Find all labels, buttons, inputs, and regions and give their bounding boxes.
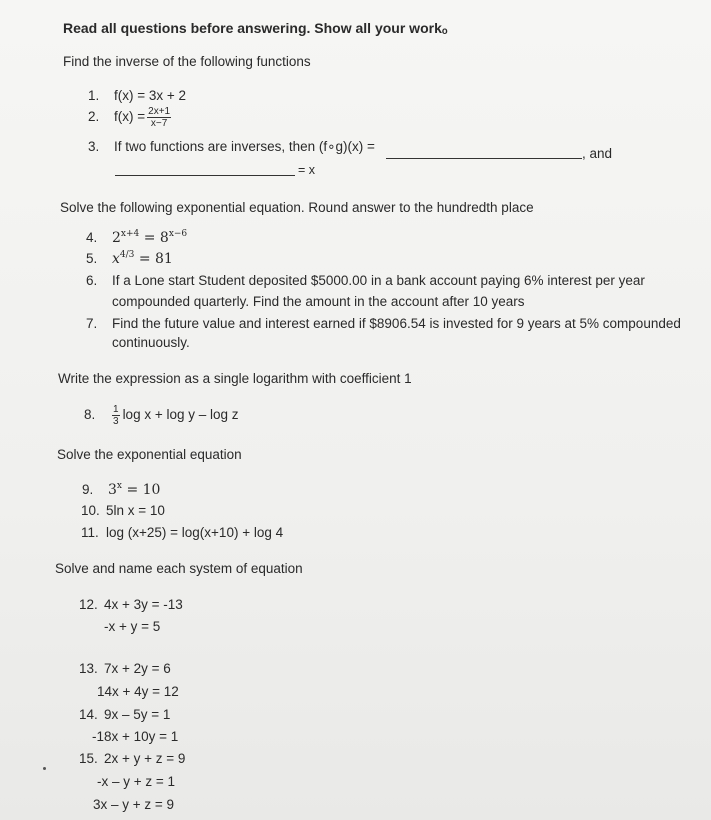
fraction-numerator: 1 [113, 404, 119, 415]
fraction [147, 106, 171, 129]
fraction-denominator: 3 [113, 416, 119, 427]
base: 3 [108, 482, 117, 498]
fraction-denominator: x−7 [150, 118, 168, 129]
question-number: 15. [79, 751, 98, 766]
question-text: 5ln x = 10 [106, 503, 165, 518]
question-3-line2-end: = x [298, 163, 316, 177]
question-2 [88, 106, 171, 129]
question-number: 8. [84, 407, 96, 423]
question-number: 12. [79, 597, 98, 612]
question-number: 5. [86, 251, 98, 266]
instructions-heading: Read all questions before answering. Show all your workₒ [63, 20, 448, 36]
question-prefix: f(x) = [114, 109, 146, 125]
question-15-eq2: -x – y + z = 1 [97, 774, 176, 789]
equation-rest: = 10 [122, 482, 161, 498]
question-7 [86, 315, 681, 332]
pencil-dot [43, 767, 46, 770]
question-3 [88, 138, 375, 155]
equation-1: 4x + 3y = -13 [104, 597, 183, 612]
question-10 [81, 502, 165, 519]
section1-heading: Find the inverse of the following functions [63, 54, 311, 69]
question-3-suffix: , and [582, 146, 613, 161]
question-9 [82, 481, 160, 499]
question-number: 7. [86, 316, 98, 331]
question-6 [86, 272, 645, 289]
question-14 [79, 706, 170, 723]
base: 2 [112, 230, 121, 246]
question-1 [88, 87, 186, 104]
exponent: x−6 [168, 229, 188, 239]
equation-1: 9x – 5y = 1 [104, 707, 171, 722]
question-text: f(x) = 3x + 2 [114, 88, 187, 103]
section4-heading: Solve the exponential equation [57, 447, 242, 462]
exponent: x+4 [120, 229, 140, 239]
section5-heading: Solve and name each system of equation [55, 561, 303, 576]
question-number: 13. [79, 661, 98, 676]
question-text: If two functions are inverses, then (f∘g)(x) = [114, 139, 375, 154]
question-15 [79, 750, 185, 767]
section2-heading: Solve the following exponential equation. Round answer to the hundredth place [60, 200, 534, 215]
question-12-eq2: -x + y = 5 [104, 619, 161, 634]
section3-heading: Write the expression as a single logarithm with coefficient 1 [58, 371, 412, 386]
fraction [112, 404, 120, 427]
question-number: 6. [86, 273, 98, 288]
question-number: 14. [79, 707, 98, 722]
question-text: log x + log y – log z [122, 407, 239, 423]
answer-blank[interactable] [386, 148, 582, 159]
base: x [112, 251, 120, 267]
question-number: 2. [88, 109, 100, 125]
exponent: 4/3 [119, 250, 135, 260]
question-number: 1. [88, 88, 100, 103]
question-7-line2: continuously. [112, 335, 190, 350]
question-number: 11. [81, 525, 99, 540]
question-4 [86, 229, 187, 247]
equation-rest: = 81 [134, 251, 173, 267]
answer-blank[interactable] [115, 165, 295, 176]
question-14-eq2: -18x + 10y = 1 [92, 729, 179, 744]
question-11 [81, 524, 283, 541]
question-number: 3. [88, 139, 100, 154]
equation-1: 7x + 2y = 6 [104, 661, 171, 676]
question-number: 9. [82, 482, 94, 497]
question-number: 10. [81, 503, 100, 518]
fraction-numerator: 2x+1 [148, 106, 171, 117]
question-6-line2: compounded quarterly. Find the amount in the account after 10 years [112, 294, 525, 309]
question-line: If a Lone start Student deposited $5000.00 in a bank account paying 6% interest per year [112, 273, 645, 288]
question-13-eq2: 14x + 4y = 12 [97, 684, 179, 699]
equation-middle: = 8 [139, 230, 169, 246]
question-8 [84, 404, 239, 427]
question-5 [86, 250, 173, 268]
exponent: x [116, 481, 122, 491]
question-line: Find the future value and interest earned if $8906.54 is invested for 9 years at 5% compounded [112, 316, 681, 331]
question-text: log (x+25) = log(x+10) + log 4 [106, 525, 284, 540]
question-12 [79, 596, 183, 613]
question-15-eq3: 3x – y + z = 9 [93, 797, 175, 812]
question-13 [79, 660, 171, 677]
equation-1: 2x + y + z = 9 [104, 751, 186, 766]
question-number: 4. [86, 230, 98, 245]
